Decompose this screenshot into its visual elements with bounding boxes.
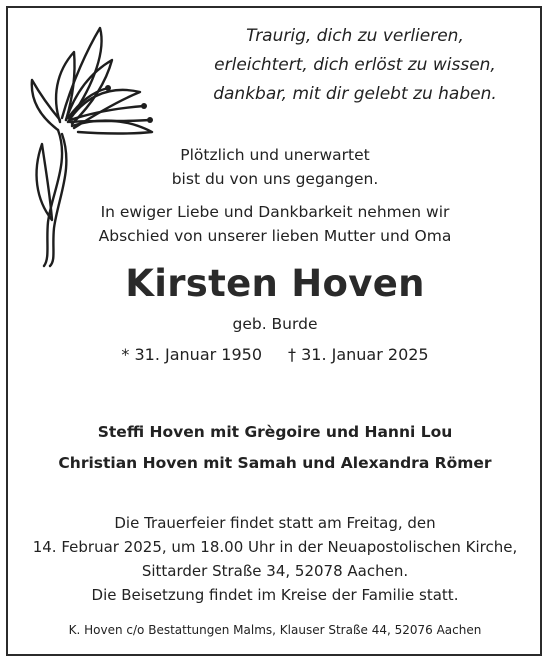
intro-line: In ewiger Liebe und Dankbarkeit nehmen wir [100, 203, 450, 221]
birth-name: geb. Burde [232, 315, 318, 333]
mourning-family [0, 417, 550, 479]
birth-date: * 31. Januar 1950 [121, 345, 262, 364]
intro-text-b [0, 200, 550, 248]
quote-line: dankbar, mit dir gelebt zu haben. [213, 84, 497, 104]
service-line: Die Beisetzung findet im Kreise der Familie statt. [91, 586, 459, 604]
service-line: 14. Februar 2025, um 18.00 Uhr in der Neuapostolischen Kirche, [32, 538, 518, 556]
intro-line: bist du von uns gegangen. [171, 170, 379, 188]
memorial-quote [205, 22, 505, 109]
intro-line: Plötzlich und unerwartet [180, 146, 370, 164]
quote-line: erleichtert, dich erlöst zu wissen, [214, 55, 496, 75]
family-line: Christian Hoven mit Samah und Alexandra Römer [58, 454, 492, 472]
quote-line: Traurig, dich zu verlieren, [246, 26, 464, 46]
life-dates [0, 345, 550, 364]
intro-line: Abschied von unserer lieben Mutter und Oma [98, 227, 452, 245]
service-line: Sittarder Straße 34, 52078 Aachen. [141, 562, 409, 580]
contact-address: K. Hoven c/o Bestattungen Malms, Klauser Straße 44, 52076 Aachen [68, 623, 482, 637]
intro-text-a [0, 143, 550, 191]
death-date: † 31. Januar 2025 [288, 345, 429, 364]
service-line: Die Trauerfeier findet statt am Freitag, den [114, 514, 436, 532]
funeral-service-info [0, 511, 550, 607]
deceased-name: Kirsten Hoven [125, 262, 425, 305]
family-line: Steffi Hoven mit Grègoire und Hanni Lou [97, 423, 453, 441]
